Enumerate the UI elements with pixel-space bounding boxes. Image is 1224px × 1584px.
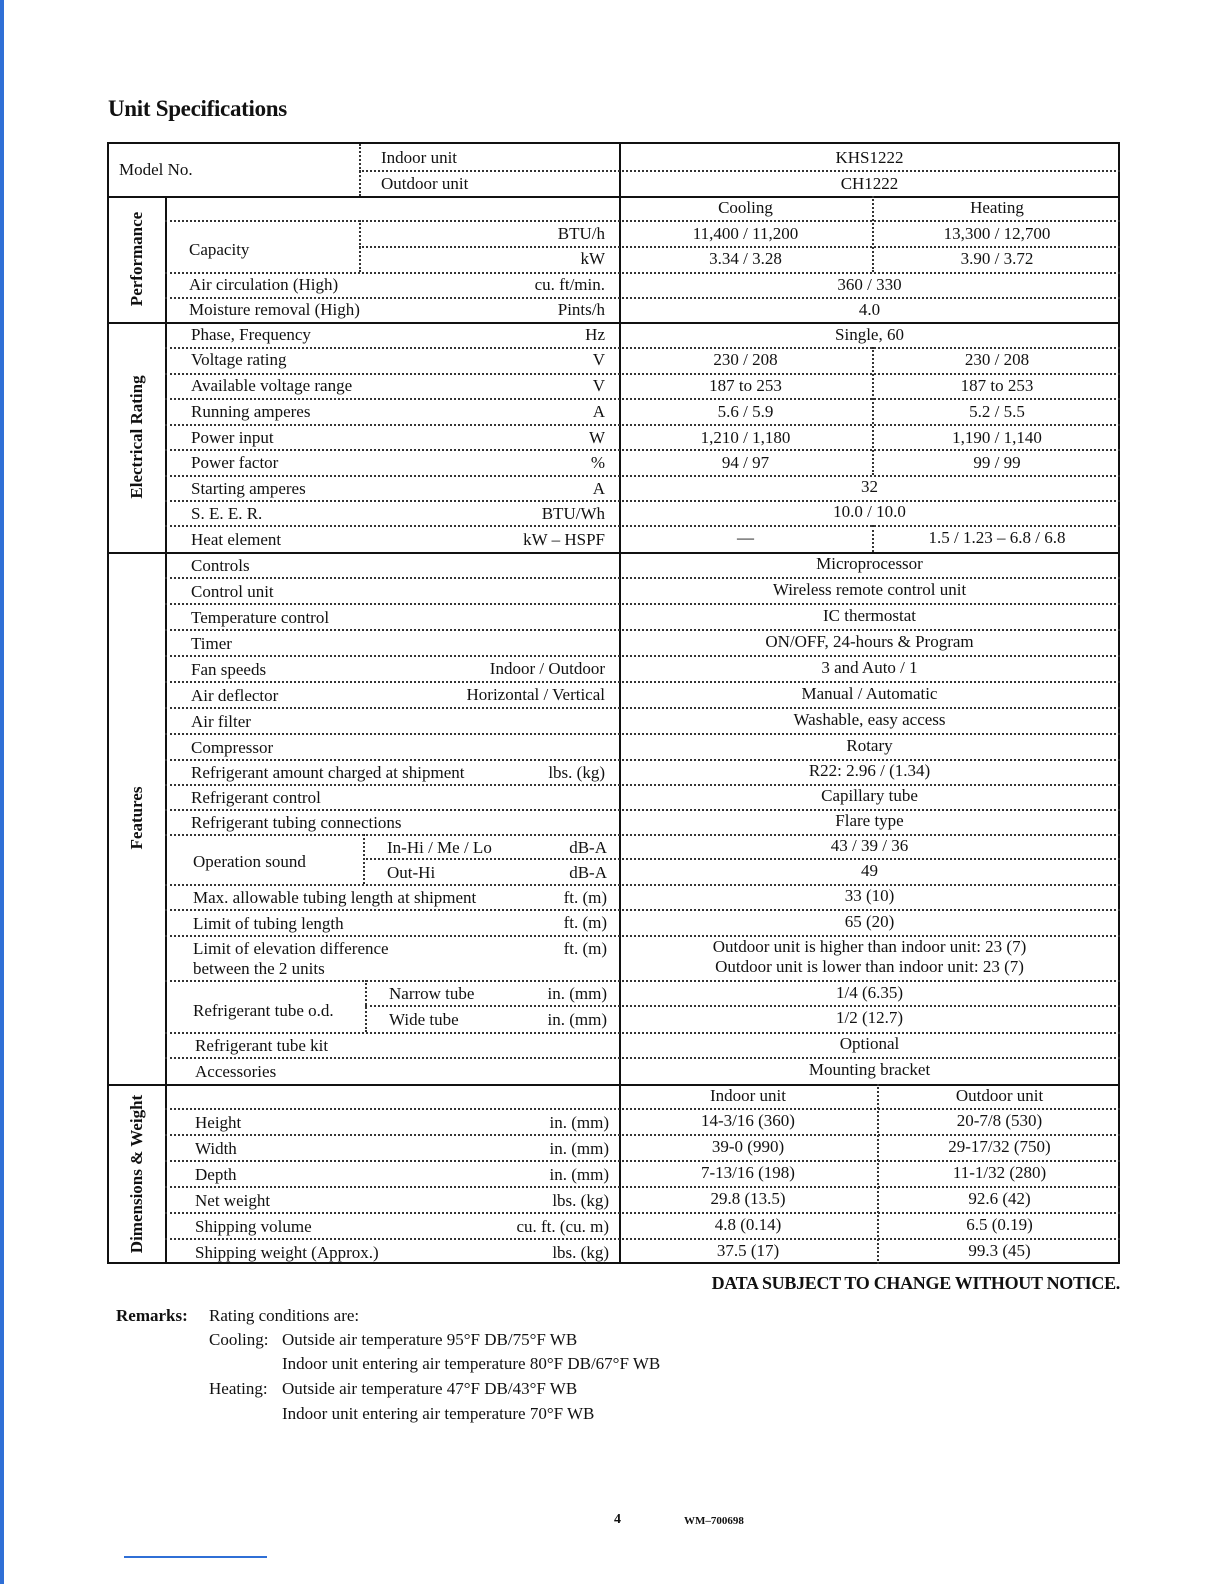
page-number: 4 bbox=[614, 1512, 621, 1527]
starting-amperes-label: Starting amperes bbox=[191, 479, 306, 498]
elevation-value-line2: Outdoor unit is lower than indoor unit: 23 (7) bbox=[715, 957, 1024, 976]
rule bbox=[165, 398, 1120, 400]
page-title: Unit Specifications bbox=[108, 96, 287, 121]
rule bbox=[165, 1057, 1120, 1059]
height-indoor: 14-3/16 (360) bbox=[701, 1111, 795, 1130]
seer-value: 10.0 / 10.0 bbox=[833, 502, 906, 521]
net-weight-outdoor: 92.6 (42) bbox=[968, 1189, 1031, 1208]
section-performance bbox=[109, 196, 165, 322]
rule bbox=[165, 655, 1120, 657]
temperature-control-label: Temperature control bbox=[191, 608, 330, 627]
timer-value: ON/OFF, 24-hours & Program bbox=[765, 632, 974, 651]
max-tubing-value: 33 (10) bbox=[844, 886, 895, 905]
power-factor-unit: % bbox=[590, 453, 605, 472]
section-electrical-label: Electrical Rating bbox=[127, 375, 146, 499]
rule bbox=[165, 707, 1120, 709]
operation-sound-label: Operation sound bbox=[193, 852, 306, 871]
power-input-unit: W bbox=[588, 428, 605, 447]
rule bbox=[165, 1212, 1120, 1214]
tube-kit-label: Refrigerant tube kit bbox=[195, 1036, 329, 1055]
rule bbox=[165, 577, 1120, 579]
fan-speeds-unit: Indoor / Outdoor bbox=[489, 659, 605, 678]
remarks-heating-line1: Outside air temperature 47°F DB/43°F WB bbox=[282, 1379, 578, 1398]
sound-out-label: Out-Hi bbox=[387, 863, 436, 882]
limit-tubing-unit: ft. (m) bbox=[563, 913, 607, 932]
air-deflector-label: Air deflector bbox=[191, 686, 279, 705]
height-unit: in. (mm) bbox=[549, 1113, 609, 1132]
shipping-volume-outdoor: 6.5 (0.19) bbox=[966, 1215, 1033, 1234]
max-tubing-unit: ft. (m) bbox=[563, 888, 607, 907]
running-amperes-cooling: 5.6 / 5.9 bbox=[717, 402, 774, 421]
temperature-control-value: IC thermostat bbox=[822, 606, 916, 625]
elevation-label-line1: Limit of elevation difference bbox=[193, 939, 389, 958]
power-input-label: Power input bbox=[191, 428, 274, 447]
fan-speeds-label: Fan speeds bbox=[191, 660, 267, 679]
compressor-value: Rotary bbox=[846, 736, 893, 755]
depth-label: Depth bbox=[195, 1165, 237, 1184]
rule bbox=[165, 1134, 1120, 1136]
limit-tubing-value: 65 (20) bbox=[844, 912, 895, 931]
model-label: Model No. bbox=[119, 160, 193, 179]
outdoor-unit-label: Outdoor unit bbox=[381, 174, 469, 193]
wide-tube-value: 1/2 (12.7) bbox=[835, 1008, 904, 1027]
voltage-range-label: Available voltage range bbox=[191, 376, 353, 395]
remarks-cooling-label: Cooling: bbox=[209, 1330, 269, 1349]
shipping-weight-outdoor: 99.3 (45) bbox=[968, 1241, 1031, 1260]
heat-element-label: Heat element bbox=[191, 530, 282, 549]
power-factor-label: Power factor bbox=[191, 453, 279, 472]
width-indoor: 39-0 (990) bbox=[711, 1137, 785, 1156]
power-input-heating: 1,190 / 1,140 bbox=[952, 428, 1042, 447]
air-circulation-value: 360 / 330 bbox=[837, 275, 902, 294]
rule bbox=[165, 424, 1120, 426]
shipping-weight-indoor: 37.5 (17) bbox=[716, 1241, 780, 1260]
elevation-unit: ft. (m) bbox=[563, 939, 607, 958]
refrigerant-amount-value: R22: 2.96 / (1.34) bbox=[808, 761, 931, 780]
spec-table bbox=[107, 142, 1120, 1264]
sound-in-unit: dB-A bbox=[569, 838, 607, 857]
model-row-rule bbox=[359, 170, 1120, 172]
rule bbox=[165, 347, 1120, 349]
shipping-volume-label: Shipping volume bbox=[195, 1217, 312, 1236]
rule bbox=[165, 1160, 1120, 1162]
narrow-tube-unit: in. (mm) bbox=[547, 984, 607, 1003]
starting-amperes-value: 32 bbox=[861, 477, 878, 496]
rule bbox=[165, 681, 1120, 683]
voltage-range-heating: 187 to 253 bbox=[960, 376, 1034, 395]
rule-performance-bottom bbox=[109, 322, 1120, 324]
tube-od-label: Refrigerant tube o.d. bbox=[193, 1001, 334, 1020]
heat-element-cooling: — bbox=[737, 528, 754, 547]
fan-speeds-value: 3 and Auto / 1 bbox=[821, 658, 918, 677]
capacity-btu-unit: BTU/h bbox=[557, 224, 605, 243]
width-label: Width bbox=[195, 1139, 237, 1158]
phase-label: Phase, Frequency bbox=[191, 325, 311, 344]
remarks-intro: Rating conditions are: bbox=[209, 1306, 360, 1325]
control-unit-label: Control unit bbox=[191, 582, 274, 601]
sound-out-value: 49 bbox=[861, 861, 878, 880]
control-unit-value: Wireless remote control unit bbox=[772, 580, 967, 599]
remarks-heating-line2: Indoor unit entering air temperature 70°F WB bbox=[282, 1404, 595, 1423]
moisture-removal-label: Moisture removal (High) bbox=[189, 300, 360, 319]
seer-label: S. E. E. R. bbox=[191, 504, 263, 523]
power-factor-cooling: 94 / 97 bbox=[721, 453, 770, 472]
height-label: Height bbox=[195, 1113, 242, 1132]
remarks-cooling-line1: Outside air temperature 95°F DB/75°F WB bbox=[282, 1330, 578, 1349]
heat-element-unit: kW – HSPF bbox=[523, 530, 605, 549]
rule bbox=[365, 1005, 1120, 1007]
starting-amperes-unit: A bbox=[592, 479, 605, 498]
capacity-kw-heating: 3.90 / 3.72 bbox=[960, 249, 1034, 268]
rule bbox=[165, 909, 1120, 911]
section-features bbox=[109, 552, 165, 1084]
sound-out-unit: dB-A bbox=[569, 863, 607, 882]
shipping-weight-unit: lbs. (kg) bbox=[552, 1243, 609, 1262]
section-performance-label: Performance bbox=[127, 211, 146, 307]
width-unit: in. (mm) bbox=[549, 1139, 609, 1158]
rule bbox=[165, 629, 1120, 631]
outdoor-model: CH1222 bbox=[840, 174, 899, 193]
voltage-range-cooling: 187 to 253 bbox=[709, 376, 782, 395]
accessories-label: Accessories bbox=[195, 1062, 277, 1081]
voltage-range-unit: V bbox=[592, 376, 605, 395]
section-features-label: Features bbox=[127, 786, 146, 850]
rule bbox=[165, 980, 1120, 982]
voltage-rating-label: Voltage rating bbox=[191, 350, 287, 369]
indoor-unit-label: Indoor unit bbox=[381, 148, 458, 167]
max-tubing-label: Max. allowable tubing length at shipment bbox=[193, 888, 477, 907]
doc-code: WM–700698 bbox=[684, 1515, 744, 1527]
shipping-volume-indoor: 4.8 (0.14) bbox=[714, 1215, 782, 1234]
capacity-kw-cooling: 3.34 / 3.28 bbox=[709, 249, 782, 268]
running-amperes-label: Running amperes bbox=[191, 402, 311, 421]
air-filter-label: Air filter bbox=[191, 712, 251, 731]
data-notice: DATA SUBJECT TO CHANGE WITHOUT NOTICE. bbox=[711, 1273, 1120, 1293]
cooling-header: Cooling bbox=[718, 198, 773, 217]
indoor-header: Indoor unit bbox=[709, 1086, 787, 1105]
wide-tube-unit: in. (mm) bbox=[547, 1010, 607, 1029]
shipping-volume-unit: cu. ft. (cu. m) bbox=[516, 1217, 609, 1236]
running-amperes-heating: 5.2 / 5.5 bbox=[969, 402, 1025, 421]
tube-kit-value: Optional bbox=[839, 1034, 900, 1053]
controls-label: Controls bbox=[191, 556, 250, 575]
accessories-value: Mounting bracket bbox=[808, 1060, 931, 1079]
heating-header: Heating bbox=[970, 198, 1024, 217]
shipping-weight-label: Shipping weight (Approx.) bbox=[195, 1243, 379, 1262]
refrigerant-amount-label: Refrigerant amount charged at shipment bbox=[191, 763, 465, 782]
elevation-label-line2: between the 2 units bbox=[193, 959, 325, 978]
net-weight-label: Net weight bbox=[195, 1191, 271, 1210]
capacity-btu-cooling: 11,400 / 11,200 bbox=[692, 224, 799, 243]
page-edge bbox=[0, 0, 4, 1584]
power-input-cooling: 1,210 / 1,180 bbox=[700, 428, 791, 447]
moisture-removal-value: 4.0 bbox=[858, 300, 881, 319]
refrigerant-amount-unit: lbs. (kg) bbox=[548, 763, 605, 782]
phase-unit: Hz bbox=[585, 325, 605, 344]
phase-value: Single, 60 bbox=[835, 325, 904, 344]
height-outdoor: 20-7/8 (530) bbox=[956, 1111, 1043, 1130]
power-factor-heating: 99 / 99 bbox=[973, 453, 1021, 472]
air-circulation-label: Air circulation (High) bbox=[189, 275, 339, 294]
tubing-connections-value: Flare type bbox=[835, 811, 904, 830]
wide-tube-label: Wide tube bbox=[389, 1010, 459, 1029]
rule bbox=[165, 220, 1120, 222]
rule bbox=[165, 733, 1120, 735]
narrow-tube-value: 1/4 (6.35) bbox=[835, 983, 904, 1002]
section-dimensions-label: Dimensions & Weight bbox=[127, 1094, 146, 1254]
air-deflector-value: Manual / Automatic bbox=[801, 684, 938, 703]
air-deflector-unit: Horizontal / Vertical bbox=[466, 685, 605, 704]
width-outdoor: 29-17/32 (750) bbox=[948, 1137, 1051, 1156]
sound-in-label: In-Hi / Me / Lo bbox=[387, 838, 492, 857]
heat-element-heating: 1.5 / 1.23 – 6.8 / 6.8 bbox=[928, 528, 1066, 547]
tubing-connections-label: Refrigerant tubing connections bbox=[191, 813, 402, 832]
refrigerant-control-value: Capillary tube bbox=[821, 786, 918, 805]
voltage-rating-unit: V bbox=[592, 350, 605, 369]
net-weight-unit: lbs. (kg) bbox=[552, 1191, 609, 1210]
rule bbox=[165, 1238, 1120, 1240]
air-circulation-unit: cu. ft/min. bbox=[534, 275, 605, 294]
capacity-btu-heating: 13,300 / 12,700 bbox=[943, 224, 1051, 243]
remarks-cooling-line2: Indoor unit entering air temperature 80°F DB/67°F WB bbox=[282, 1354, 661, 1373]
rule bbox=[165, 1108, 1120, 1110]
sound-in-value: 43 / 39 / 36 bbox=[830, 836, 909, 855]
depth-indoor: 7-13/16 (198) bbox=[701, 1163, 795, 1182]
voltage-rating-heating: 230 / 208 bbox=[964, 350, 1030, 369]
compressor-label: Compressor bbox=[191, 738, 274, 757]
seer-unit: BTU/Wh bbox=[541, 504, 605, 523]
timer-label: Timer bbox=[191, 634, 232, 653]
rule bbox=[165, 272, 1120, 274]
capacity-label: Capacity bbox=[189, 240, 250, 259]
rule bbox=[165, 525, 1120, 527]
rule bbox=[165, 373, 1120, 375]
narrow-tube-label: Narrow tube bbox=[389, 984, 475, 1003]
rule bbox=[165, 297, 1120, 299]
rule bbox=[165, 1186, 1120, 1188]
controls-value: Microprocessor bbox=[816, 554, 923, 573]
running-amperes-unit: A bbox=[592, 402, 605, 421]
moisture-removal-unit: Pints/h bbox=[557, 300, 605, 319]
section-dimensions bbox=[109, 1084, 165, 1264]
outdoor-header: Outdoor unit bbox=[955, 1086, 1044, 1105]
elevation-value-line1: Outdoor unit is higher than indoor unit: 23 (7) bbox=[712, 937, 1027, 956]
remarks-heating-label: Heating: bbox=[209, 1379, 268, 1398]
rule bbox=[165, 449, 1120, 451]
section-electrical bbox=[109, 322, 165, 552]
depth-unit: in. (mm) bbox=[549, 1165, 609, 1184]
rule bbox=[165, 603, 1120, 605]
indoor-model: KHS1222 bbox=[835, 148, 904, 167]
rule bbox=[363, 858, 1120, 860]
capacity-kw-unit: kW bbox=[580, 249, 605, 268]
refrigerant-control-label: Refrigerant control bbox=[191, 788, 321, 807]
rule bbox=[359, 246, 1120, 248]
net-weight-indoor: 29.8 (13.5) bbox=[710, 1189, 786, 1208]
limit-tubing-label: Limit of tubing length bbox=[193, 914, 344, 933]
voltage-rating-cooling: 230 / 208 bbox=[713, 350, 778, 369]
air-filter-value: Washable, easy access bbox=[793, 710, 946, 729]
depth-outdoor: 11-1/32 (280) bbox=[952, 1163, 1047, 1182]
remarks-label: Remarks: bbox=[116, 1306, 188, 1325]
bottom-mark bbox=[124, 1556, 267, 1558]
